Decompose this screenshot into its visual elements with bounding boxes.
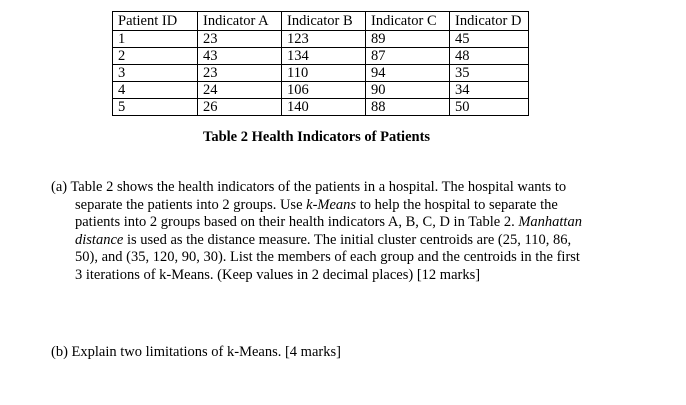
header-patient-id: Patient ID (113, 12, 198, 31)
table-row (113, 31, 529, 48)
question-line (51, 179, 634, 197)
table-caption: Table 2 Health Indicators of Patients (203, 129, 431, 145)
table-row (113, 65, 529, 82)
text-segment: (a) Table 2 shows the health indicators of the patients in a hospital. The hospital wants to (51, 179, 567, 195)
table-cell: 26 (198, 99, 282, 116)
question-line (51, 197, 634, 215)
table-row (113, 48, 529, 65)
table-cell: 23 (198, 65, 282, 82)
question-line (51, 232, 634, 250)
text-segment: is used as the distance measure. The initial cluster centroids are (25, 110, 86, (123, 231, 572, 248)
header-indicator-c: Indicator C (366, 12, 450, 31)
italic-term: k-Means (306, 196, 357, 213)
table-cell: 110 (282, 65, 366, 82)
table-cell: 106 (282, 82, 366, 99)
table-body (113, 31, 529, 116)
table-cell: 48 (450, 48, 529, 65)
table-cell: 4 (113, 82, 198, 99)
table-cell: 134 (282, 48, 366, 65)
health-indicators-table-container (112, 11, 529, 116)
text-segment: separate the patients into 2 groups. Use (75, 196, 307, 213)
table-cell: 3 (113, 65, 198, 82)
table-cell: 94 (366, 65, 450, 82)
table-cell: 43 (198, 48, 282, 65)
table-cell: 34 (450, 82, 529, 99)
table-cell: 1 (113, 31, 198, 48)
question-part-b: (b) Explain two limitations of k-Means. [4 marks] (51, 344, 341, 360)
text-segment: to help the hospital to separate the (356, 196, 558, 213)
table-cell: 89 (366, 31, 450, 48)
table-cell: 24 (198, 82, 282, 99)
text-segment: patients into 2 groups based on their health indicators A, B, C, D in Table 2. (75, 214, 519, 231)
table-header-row (113, 12, 529, 31)
health-indicators-table (112, 11, 529, 116)
table-cell: 88 (366, 99, 450, 116)
table-cell: 45 (450, 31, 529, 48)
table-cell: 35 (450, 65, 529, 82)
table-cell: 50 (450, 99, 529, 116)
table-cell: 90 (366, 82, 450, 99)
question-line (51, 249, 634, 267)
text-segment: 50), and (35, 120, 90, 30). List the members of each group and the centroids in the first (75, 249, 580, 266)
question-line (51, 267, 634, 285)
italic-term: distance (75, 231, 124, 248)
text-segment: 3 iterations of k-Means. (Keep values in 2 decimal places) [12 marks] (75, 266, 481, 283)
table-cell: 23 (198, 31, 282, 48)
question-line (51, 214, 634, 232)
question-part-a (51, 179, 634, 285)
italic-term: Manhattan (518, 214, 582, 231)
table-cell: 87 (366, 48, 450, 65)
table-cell: 5 (113, 99, 198, 116)
header-indicator-a: Indicator A (198, 12, 282, 31)
table-cell: 2 (113, 48, 198, 65)
table-cell: 140 (282, 99, 366, 116)
table-row (113, 82, 529, 99)
table-cell: 123 (282, 31, 366, 48)
table-row (113, 99, 529, 116)
header-indicator-b: Indicator B (282, 12, 366, 31)
header-indicator-d: Indicator D (450, 12, 529, 31)
